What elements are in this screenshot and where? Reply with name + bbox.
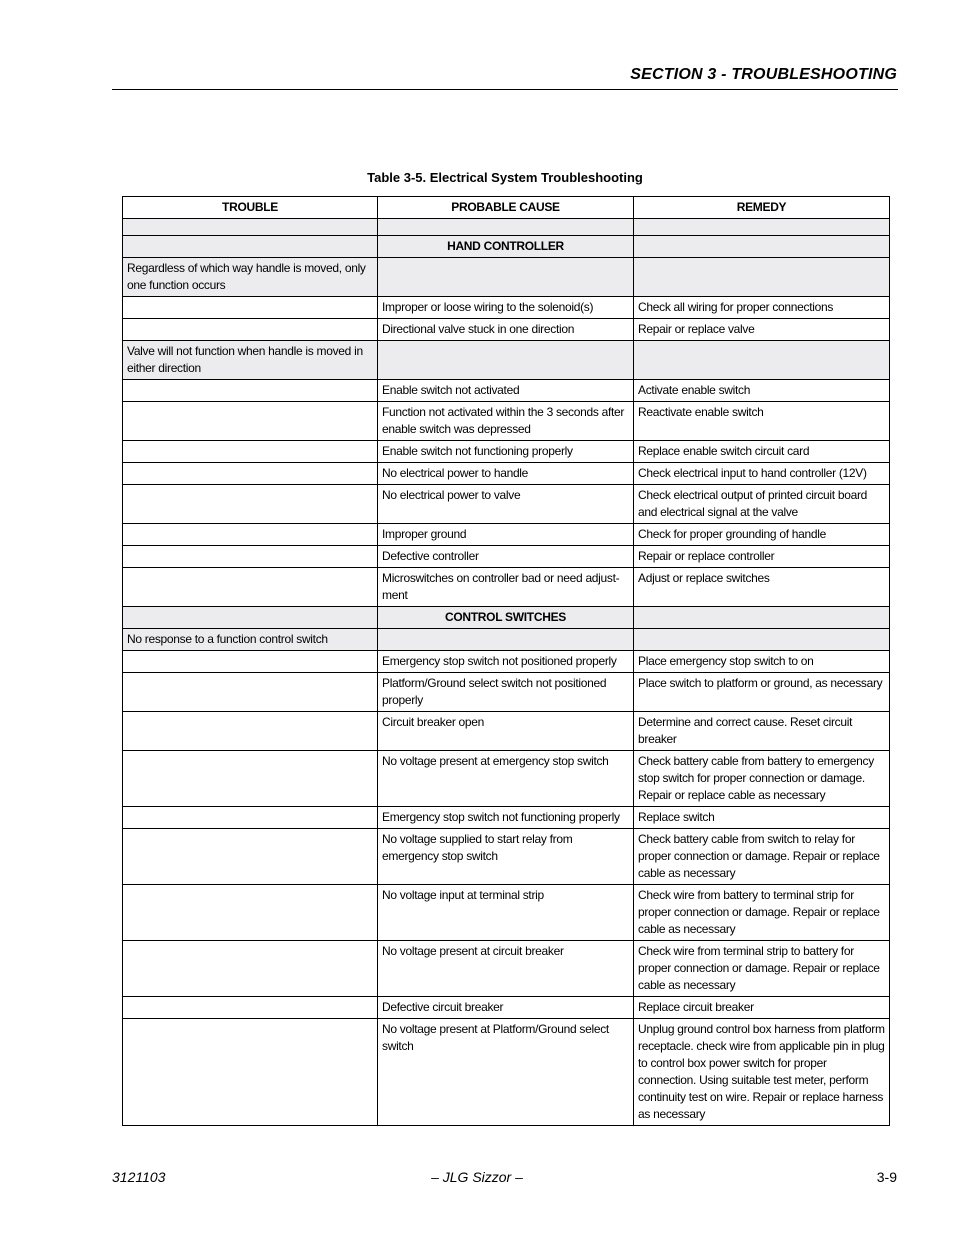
column-header-remedy: REMEDY [634, 197, 890, 219]
header-rule [112, 89, 898, 90]
remedy-cell: Reactivate enable switch [634, 402, 890, 441]
cause-cell: HAND CONTROLLER [378, 236, 634, 258]
trouble-cell [123, 568, 378, 607]
remedy-cell: Adjust or replace switches [634, 568, 890, 607]
page-number: 3-9 [876, 1169, 897, 1185]
cause-cell: Enable switch not functioning properly [378, 441, 634, 463]
trouble-cell [123, 607, 378, 629]
trouble-cell [123, 997, 378, 1019]
trouble-cell [123, 402, 378, 441]
table-row [123, 829, 890, 885]
trouble-cell: Regardless of which way handle is moved, only one function occurs [123, 258, 378, 297]
table-row [123, 380, 890, 402]
trouble-cell [123, 463, 378, 485]
cause-cell: Defective circuit breaker [378, 997, 634, 1019]
remedy-cell: Repair or replace controller [634, 546, 890, 568]
remedy-cell: Repair or replace valve [634, 319, 890, 341]
cause-cell: Emergency stop switch not functioning properly [378, 807, 634, 829]
table-row [123, 751, 890, 807]
remedy-cell: Check electrical output of printed circuit board and electrical signal at the valve [634, 485, 890, 524]
cause-cell: No electrical power to valve [378, 485, 634, 524]
remedy-cell [634, 258, 890, 297]
section-row [123, 236, 890, 258]
column-header-trouble: TROUBLE [123, 197, 378, 219]
trouble-cell [123, 712, 378, 751]
remedy-cell: Place switch to platform or ground, as necessary [634, 673, 890, 712]
remedy-cell: Determine and correct cause. Reset circuit breaker [634, 712, 890, 751]
remedy-cell: Check battery cable from switch to relay for proper connection or damage. Repair or replace cable as necessary [634, 829, 890, 885]
column-header-probable-cause: PROBABLE CAUSE [378, 197, 634, 219]
cause-cell [378, 629, 634, 651]
cause-cell: No voltage supplied to start relay from emergency stop switch [378, 829, 634, 885]
remedy-cell: Check wire from battery to terminal strip for proper connection or damage. Repair or replace cable as necessary [634, 885, 890, 941]
cause-cell: No voltage input at terminal strip [378, 885, 634, 941]
trouble-cell [123, 673, 378, 712]
table-row [123, 297, 890, 319]
table-row [123, 997, 890, 1019]
trouble-cell [123, 751, 378, 807]
cause-cell: No voltage present at Platform/Ground select switch [378, 1019, 634, 1126]
cause-cell: Defective controller [378, 546, 634, 568]
remedy-cell [634, 629, 890, 651]
remedy-cell: Replace circuit breaker [634, 997, 890, 1019]
table-row [123, 485, 890, 524]
trouble-cell [123, 380, 378, 402]
trouble-cell [123, 219, 378, 236]
table-row [123, 319, 890, 341]
table-row [123, 568, 890, 607]
cause-cell [378, 341, 634, 380]
trouble-cell [123, 651, 378, 673]
table-row [123, 651, 890, 673]
remedy-cell [634, 236, 890, 258]
table-caption: Table 3-5. Electrical System Troubleshooting [367, 170, 643, 185]
table-row [123, 524, 890, 546]
remedy-cell: Replace enable switch circuit card [634, 441, 890, 463]
table-row [123, 441, 890, 463]
remedy-cell: Check wire from terminal strip to battery for proper connection or damage. Repair or replace cable as necessary [634, 941, 890, 997]
remedy-cell: Check battery cable from battery to emergency stop switch for proper connection or damage. Repair or replace cable as necessary [634, 751, 890, 807]
trouble-cell [123, 546, 378, 568]
table-row [123, 673, 890, 712]
cause-cell: Emergency stop switch not positioned properly [378, 651, 634, 673]
troubleshooting-table [122, 196, 890, 1126]
table-header-row [123, 197, 890, 219]
cause-cell: Improper or loose wiring to the solenoid(s) [378, 297, 634, 319]
cause-cell: Improper ground [378, 524, 634, 546]
trouble-cell [123, 441, 378, 463]
table-row [123, 1019, 890, 1126]
remedy-cell: Unplug ground control box harness from platform receptacle. check wire from applicable pin in plug to control box power switch for proper connection. Using suitable test meter, perform continuity test on wire. Repair or replace harness as necessary [634, 1019, 890, 1126]
cause-cell: No voltage present at emergency stop switch [378, 751, 634, 807]
trouble-cell [123, 319, 378, 341]
trouble-cell: Valve will not function when handle is moved in either direction [123, 341, 378, 380]
cause-cell: Function not activated within the 3 seconds after enable switch was depressed [378, 402, 634, 441]
trouble-cell [123, 807, 378, 829]
cause-cell: CONTROL SWITCHES [378, 607, 634, 629]
remedy-cell [634, 219, 890, 236]
trouble-cell [123, 885, 378, 941]
trouble-cell [123, 1019, 378, 1126]
remedy-cell: Activate enable switch [634, 380, 890, 402]
section-title: SECTION 3 - TROUBLESHOOTING [630, 66, 897, 83]
cause-cell: Microswitches on controller bad or need adjust-ment [378, 568, 634, 607]
table-row [123, 712, 890, 751]
remedy-cell: Place emergency stop switch to on [634, 651, 890, 673]
table-row [123, 546, 890, 568]
doc-number: 3121103 [112, 1169, 166, 1185]
trouble-cell [123, 524, 378, 546]
table-row [123, 402, 890, 441]
remedy-cell [634, 341, 890, 380]
footer-publication: – JLG Sizzor – [431, 1169, 523, 1185]
trouble-cell [123, 829, 378, 885]
table-row [123, 885, 890, 941]
table-body [123, 219, 890, 1126]
remedy-cell: Check for proper grounding of handle [634, 524, 890, 546]
remedy-cell: Replace switch [634, 807, 890, 829]
table-row [123, 807, 890, 829]
cause-cell: No electrical power to handle [378, 463, 634, 485]
trouble-cell [123, 297, 378, 319]
cause-cell [378, 258, 634, 297]
trouble-cell: No response to a function control switch [123, 629, 378, 651]
table-row [123, 463, 890, 485]
trouble-cell [123, 485, 378, 524]
cause-cell: No voltage present at circuit breaker [378, 941, 634, 997]
trouble-row [123, 258, 890, 297]
trouble-row [123, 629, 890, 651]
cause-cell: Enable switch not activated [378, 380, 634, 402]
remedy-cell: Check all wiring for proper connections [634, 297, 890, 319]
trouble-row [123, 341, 890, 380]
trouble-cell [123, 236, 378, 258]
section-row [123, 607, 890, 629]
cause-cell: Directional valve stuck in one direction [378, 319, 634, 341]
table-row [123, 941, 890, 997]
spacer-row [123, 219, 890, 236]
remedy-cell: Check electrical input to hand controller (12V) [634, 463, 890, 485]
cause-cell: Circuit breaker open [378, 712, 634, 751]
remedy-cell [634, 607, 890, 629]
cause-cell: Platform/Ground select switch not positioned properly [378, 673, 634, 712]
cause-cell [378, 219, 634, 236]
trouble-cell [123, 941, 378, 997]
